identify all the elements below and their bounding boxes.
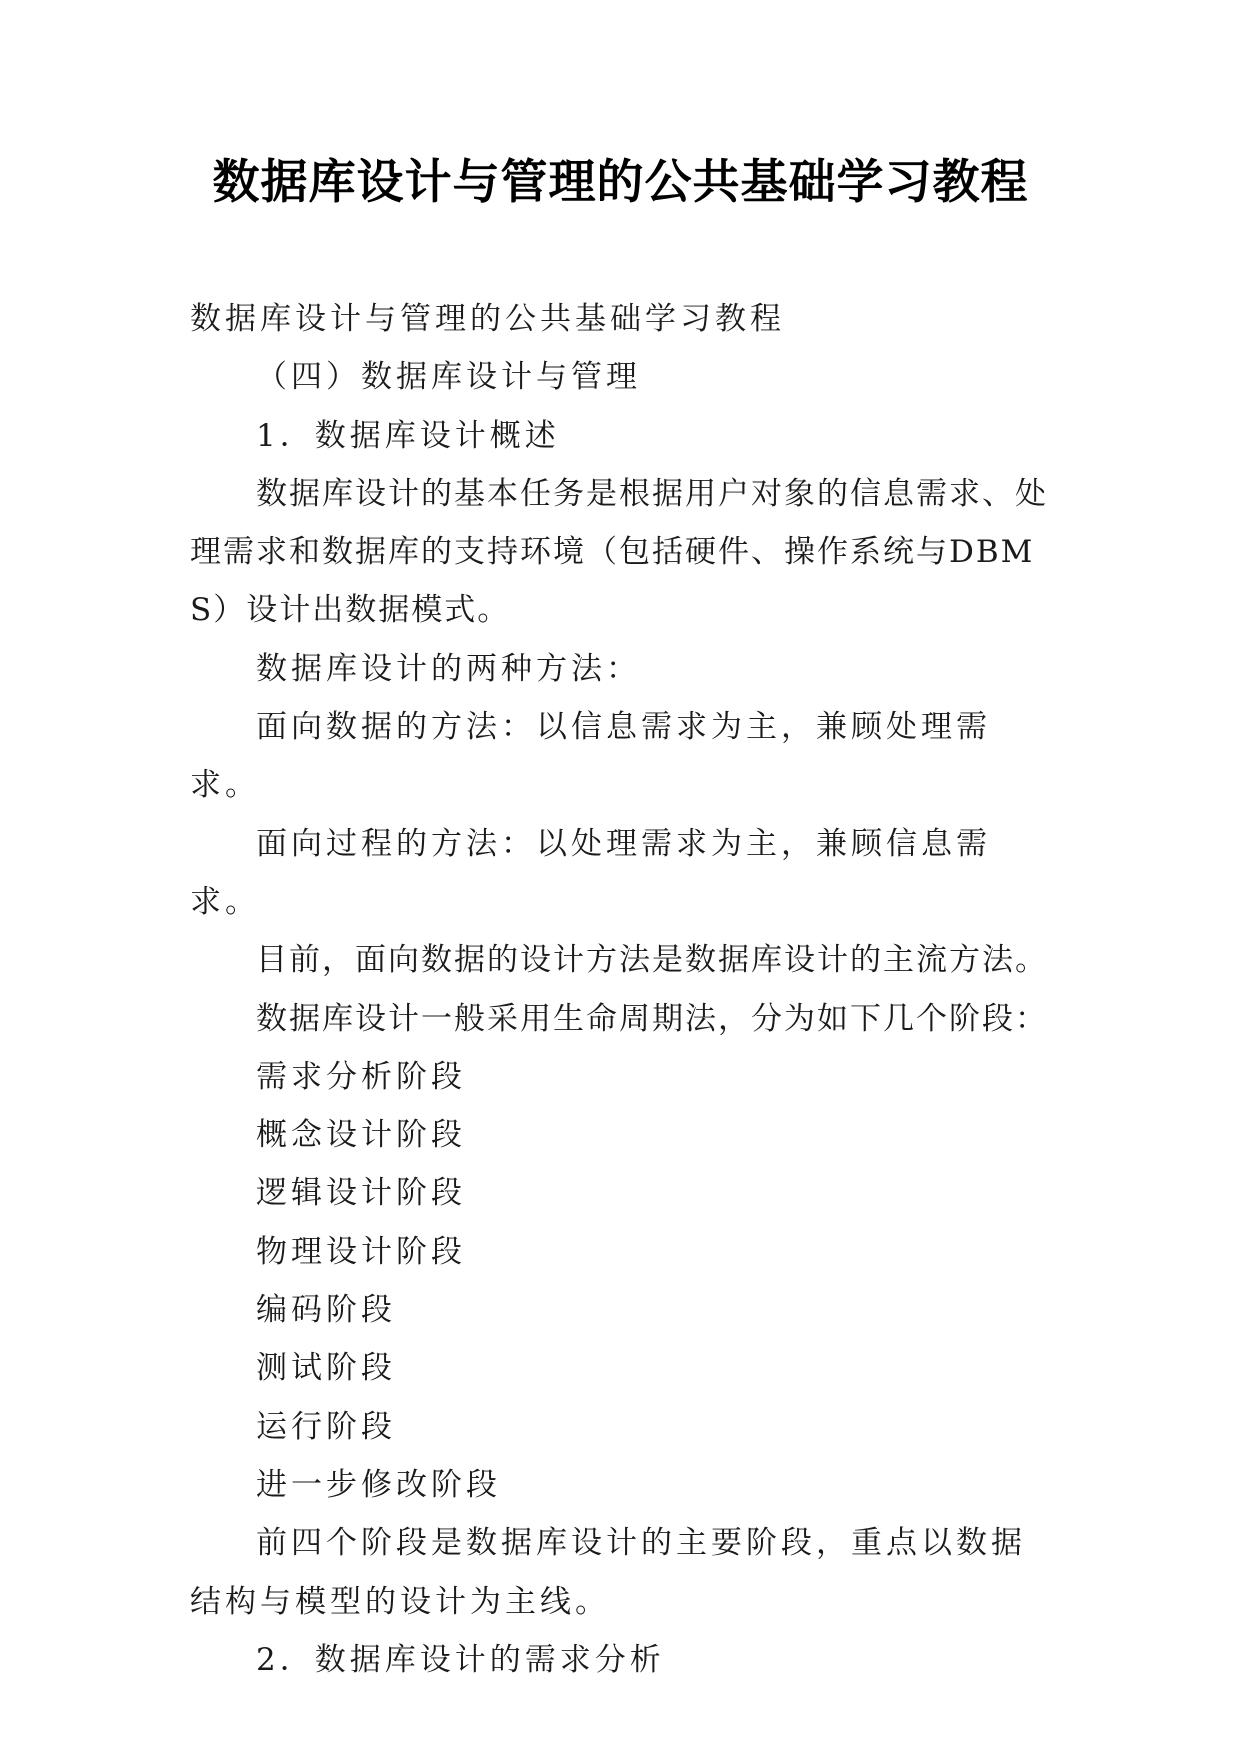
section-heading: （四）数据库设计与管理: [256, 359, 641, 396]
list-item: 物理设计阶段: [256, 1233, 466, 1270]
list-item: 测试阶段: [256, 1350, 396, 1387]
paragraph-subtitle: 数据库设计与管理的公共基础学习教程: [190, 301, 785, 337]
document-body: [190, 290, 1050, 1689]
paragraph: 前四个阶段是数据库设计的主要阶段，重点以数据结构与模型的设计为主线。: [190, 1525, 1026, 1620]
list-item: 逻辑设计阶段: [256, 1175, 466, 1212]
paragraph: 数据库设计的两种方法：: [256, 650, 641, 687]
document-title: 数据库设计与管理的公共基础学习教程: [212, 155, 1029, 210]
list-item: 编码阶段: [256, 1292, 396, 1329]
paragraph: 面向过程的方法：以处理需求为主，兼顾信息需求。: [190, 825, 991, 920]
paragraph: 数据库设计一般采用生命周期法，分为如下几个阶段：: [256, 1000, 1048, 1037]
subsection-heading: 2．数据库设计的需求分析: [256, 1641, 665, 1678]
subsection-heading: 1．数据库设计概述: [256, 417, 560, 454]
paragraph: 目前，面向数据的设计方法是数据库设计的主流方法。: [256, 942, 1048, 979]
list-item: 需求分析阶段: [256, 1058, 466, 1095]
list-item: 运行阶段: [256, 1408, 396, 1445]
list-item: 进一步修改阶段: [256, 1466, 501, 1503]
paragraph: 面向数据的方法：以信息需求为主，兼顾处理需求。: [190, 709, 991, 804]
paragraph: 数据库设计的基本任务是根据用户对象的信息需求、处理需求和数据库的支持环境（包括硬件、操作系统与DBMS）设计出数据模式。: [190, 475, 1048, 629]
list-item: 概念设计阶段: [256, 1117, 466, 1154]
